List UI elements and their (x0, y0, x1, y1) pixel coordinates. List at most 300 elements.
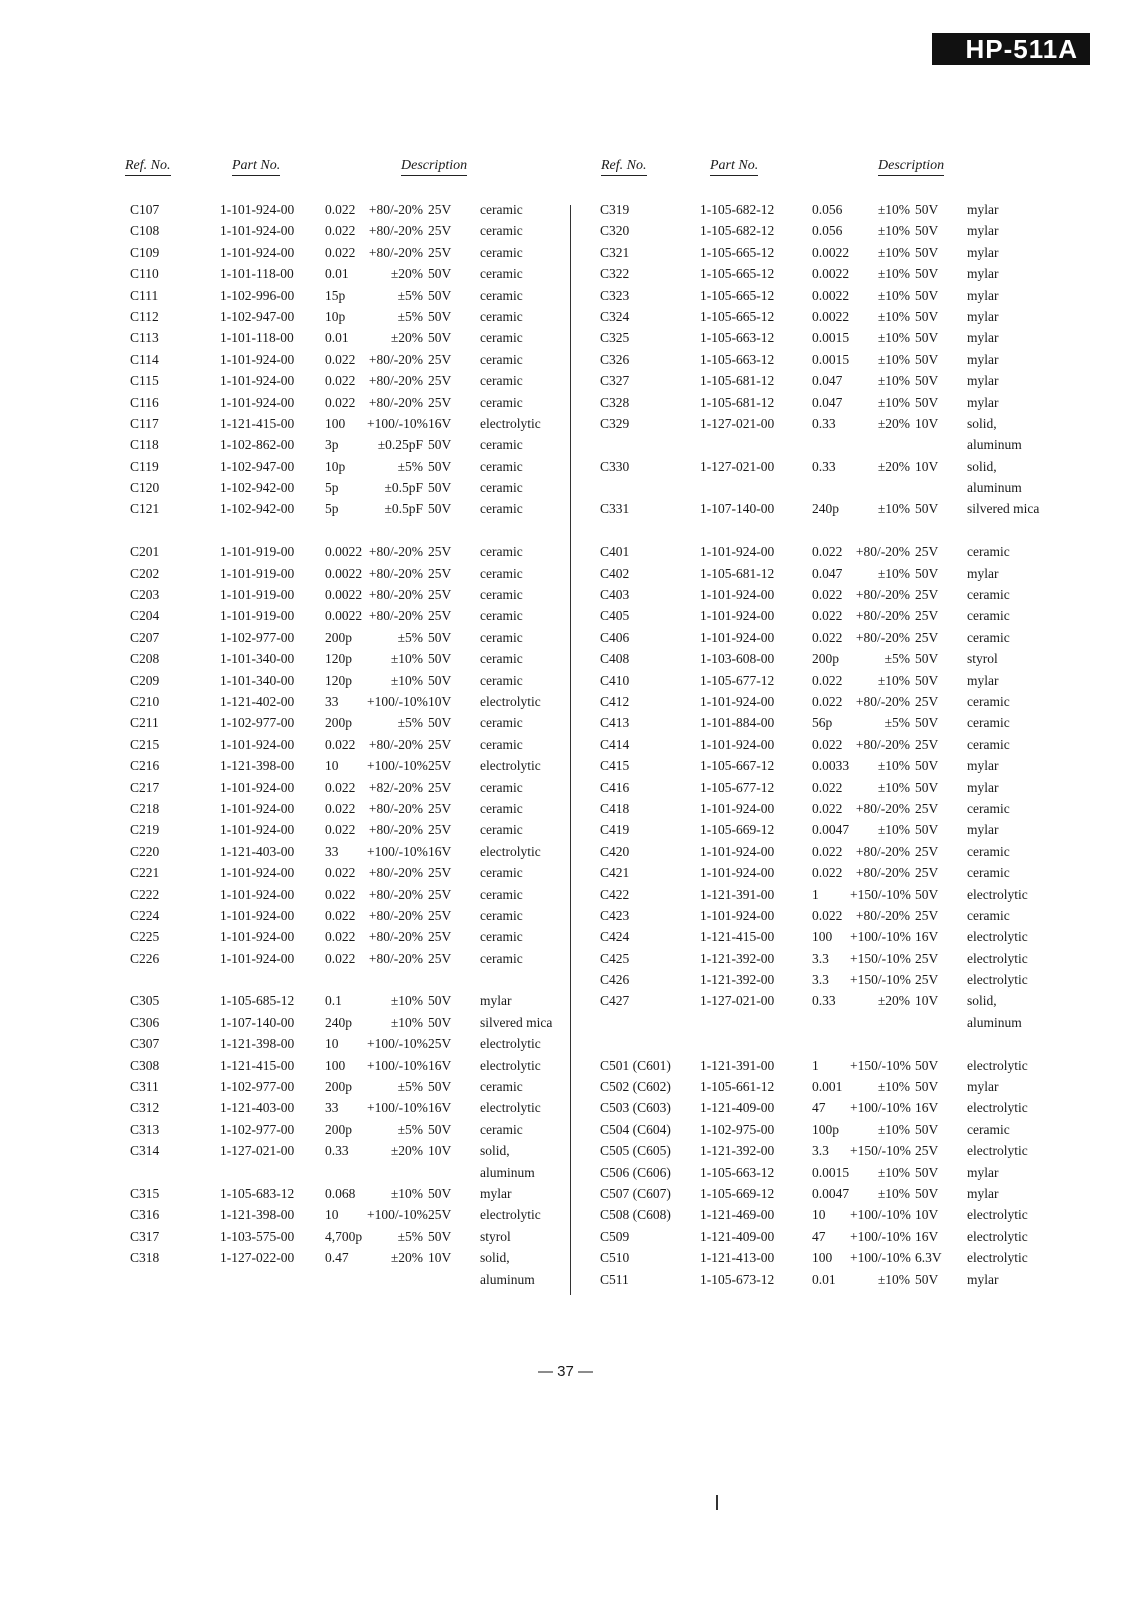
ref-no: C307 (130, 1036, 160, 1052)
capacitance-value: 200p (325, 629, 352, 645)
capacitor-type: electrolytic (480, 693, 541, 709)
ref-no: C210 (130, 693, 160, 709)
ref-no: C112 (130, 308, 159, 324)
part-no: 1-121-398-00 (220, 758, 295, 774)
page-number: — 37 — (537, 1363, 594, 1380)
voltage-rating: 25V (915, 843, 939, 859)
tolerance: +80/-20% (855, 629, 910, 645)
header-description-right: Description (878, 158, 944, 176)
tolerance: +80/-20% (368, 736, 423, 752)
ref-no: C403 (600, 587, 630, 603)
ref-no: C225 (130, 929, 160, 945)
tolerance: ±10% (877, 822, 910, 838)
capacitance-value: 0.022 (325, 822, 356, 838)
voltage-rating: 50V (915, 822, 939, 838)
tolerance: +80/-20% (855, 865, 910, 881)
ref-no: C415 (600, 758, 630, 774)
voltage-rating: 16V (428, 1100, 452, 1116)
capacitance-value: 0.022 (325, 800, 356, 816)
part-no: 1-101-924-00 (700, 907, 775, 923)
voltage-rating: 25V (915, 972, 939, 988)
voltage-rating: 25V (915, 544, 939, 560)
part-no: 1-105-685-12 (220, 993, 295, 1009)
part-no: 1-121-415-00 (700, 929, 775, 945)
ref-no: C110 (130, 266, 159, 282)
part-no: 1-105-663-12 (700, 351, 775, 367)
tolerance: +80/-20% (368, 351, 423, 367)
part-no: 1-101-924-00 (220, 351, 295, 367)
capacitor-type: ceramic (480, 822, 523, 838)
capacitance-value: 0.0022 (812, 266, 850, 282)
capacitor-type: ceramic (480, 287, 523, 303)
ref-no: C306 (130, 1014, 160, 1030)
capacitance-value: 0.056 (812, 223, 843, 239)
part-no: 1-101-924-00 (700, 800, 775, 816)
capacitance-value: 0.0022 (325, 544, 363, 560)
tolerance: +80/-20% (855, 544, 910, 560)
tolerance: +150/-10% (850, 972, 911, 988)
capacitor-type: ceramic (480, 950, 523, 966)
tolerance: ±20% (390, 1143, 423, 1159)
ref-no: C505 (C605) (600, 1143, 671, 1159)
voltage-rating: 25V (915, 907, 939, 923)
tolerance: +100/-10% (850, 1228, 911, 1244)
capacitance-value: 0.0033 (812, 758, 850, 774)
part-no: 1-105-663-12 (700, 330, 775, 346)
capacitance-value: 200p (325, 715, 352, 731)
capacitor-type: mylar (967, 394, 999, 410)
capacitor-type: aluminum (480, 1164, 535, 1180)
part-no: 1-101-924-00 (700, 865, 775, 881)
voltage-rating: 25V (428, 907, 452, 923)
capacitor-type: aluminum (967, 480, 1022, 496)
capacitor-type: mylar (967, 308, 999, 324)
part-no: 1-107-140-00 (700, 501, 775, 517)
part-no: 1-127-021-00 (220, 1143, 295, 1159)
ref-no: C221 (130, 865, 160, 881)
voltage-rating: 50V (915, 1185, 939, 1201)
voltage-rating: 10V (915, 993, 939, 1009)
ref-no: C111 (130, 287, 159, 303)
tolerance: +100/-10% (367, 758, 428, 774)
capacitance-value: 0.022 (325, 202, 356, 217)
capacitance-value: 0.0022 (812, 244, 850, 260)
capacitor-type: electrolytic (967, 886, 1028, 902)
part-no: 1-105-663-12 (700, 1164, 775, 1180)
tolerance: +100/-10% (367, 1207, 428, 1223)
ref-no: C120 (130, 480, 160, 496)
voltage-rating: 25V (428, 202, 452, 217)
part-no: 1-121-415-00 (220, 1057, 295, 1073)
capacitor-type: ceramic (480, 715, 523, 731)
voltage-rating: 50V (915, 758, 939, 774)
ref-no: C118 (130, 437, 159, 453)
ref-no: C324 (600, 308, 630, 324)
ref-no: C327 (600, 373, 630, 389)
tolerance: ±10% (877, 501, 910, 517)
capacitor-type: ceramic (480, 330, 523, 346)
part-no: 1-127-022-00 (220, 1250, 295, 1266)
capacitance-value: 10 (325, 758, 339, 774)
part-no: 1-101-924-00 (700, 544, 775, 560)
capacitance-value: 10 (325, 1036, 339, 1052)
part-no: 1-101-924-00 (700, 629, 775, 645)
ref-no: C511 (600, 1271, 629, 1287)
tolerance: ±10% (877, 223, 910, 239)
capacitance-value: 0.0022 (325, 608, 363, 624)
part-no: 1-101-118-00 (220, 330, 294, 346)
part-no: 1-105-673-12 (700, 1271, 775, 1287)
capacitance-value: 0.022 (812, 672, 843, 688)
part-no: 1-105-682-12 (700, 223, 775, 239)
tolerance: +80/-20% (368, 373, 423, 389)
part-no: 1-101-884-00 (700, 715, 775, 731)
ref-no: C222 (130, 886, 160, 902)
capacitance-value: 3.3 (812, 950, 829, 966)
voltage-rating: 50V (915, 1057, 939, 1073)
tolerance: ±10% (877, 1121, 910, 1137)
capacitor-type: aluminum (967, 437, 1022, 453)
part-no: 1-102-947-00 (220, 308, 295, 324)
capacitor-type: electrolytic (967, 972, 1028, 988)
capacitance-value: 0.0047 (812, 822, 850, 838)
capacitor-type: ceramic (480, 266, 523, 282)
capacitance-value: 0.022 (325, 907, 356, 923)
capacitor-type: electrolytic (967, 1207, 1028, 1223)
part-no: 1-102-942-00 (220, 501, 295, 517)
capacitor-type: electrolytic (967, 1228, 1028, 1244)
part-no: 1-105-665-12 (700, 308, 775, 324)
capacitance-value: 3p (325, 437, 339, 453)
ref-no: C312 (130, 1100, 160, 1116)
part-no: 1-101-919-00 (220, 587, 295, 603)
tolerance: +82/-20% (368, 779, 423, 795)
capacitance-value: 10 (325, 1207, 339, 1223)
capacitor-type: ceramic (480, 501, 523, 517)
voltage-rating: 16V (915, 929, 939, 945)
tolerance: +80/-20% (368, 587, 423, 603)
voltage-rating: 50V (915, 351, 939, 367)
part-no: 1-101-340-00 (220, 672, 295, 688)
part-no: 1-105-667-12 (700, 758, 775, 774)
tolerance: ±20% (390, 1250, 423, 1266)
ref-no: C325 (600, 330, 630, 346)
part-no: 1-105-669-12 (700, 1185, 775, 1201)
tolerance: ±5% (397, 629, 423, 645)
capacitor-type: ceramic (480, 202, 523, 217)
part-no: 1-121-392-00 (700, 950, 775, 966)
capacitance-value: 0.022 (812, 843, 843, 859)
ref-no: C427 (600, 993, 630, 1009)
voltage-rating: 16V (915, 1228, 939, 1244)
capacitance-value: 56p (812, 715, 833, 731)
part-no: 1-101-924-00 (220, 202, 295, 217)
tolerance: ±5% (397, 287, 423, 303)
ref-no: C316 (130, 1207, 160, 1223)
ref-no: C320 (600, 223, 630, 239)
capacitance-value: 33 (325, 693, 339, 709)
capacitance-value: 100 (812, 1250, 833, 1266)
part-no: 1-102-996-00 (220, 287, 295, 303)
capacitance-value: 0.022 (325, 394, 356, 410)
tolerance: ±10% (877, 565, 910, 581)
ref-no: C509 (600, 1228, 630, 1244)
part-no: 1-121-469-00 (700, 1207, 775, 1223)
capacitor-type: mylar (480, 993, 512, 1009)
capacitor-type: electrolytic (967, 950, 1028, 966)
capacitor-type: ceramic (480, 480, 523, 496)
ref-no: C426 (600, 972, 630, 988)
tolerance: +80/-20% (368, 929, 423, 945)
voltage-rating: 25V (915, 950, 939, 966)
part-no: 1-101-924-00 (700, 736, 775, 752)
ref-no: C330 (600, 458, 630, 474)
voltage-rating: 16V (428, 843, 452, 859)
tolerance: ±0.5pF (384, 501, 423, 517)
tolerance: ±5% (397, 1121, 423, 1137)
tolerance: +80/-20% (855, 843, 910, 859)
capacitor-type: ceramic (480, 886, 523, 902)
voltage-rating: 50V (915, 565, 939, 581)
ref-no: C507 (C607) (600, 1185, 671, 1201)
voltage-rating: 25V (915, 693, 939, 709)
part-no: 1-101-924-00 (220, 244, 295, 260)
capacitor-type: electrolytic (967, 1057, 1028, 1073)
capacitance-value: 0.022 (812, 693, 843, 709)
part-no: 1-101-924-00 (220, 373, 295, 389)
ref-no: C220 (130, 843, 160, 859)
part-no: 1-103-608-00 (700, 651, 775, 667)
tolerance: ±10% (877, 287, 910, 303)
tolerance: ±10% (877, 779, 910, 795)
capacitance-value: 100p (812, 1121, 839, 1137)
header-ref-no-left: Ref. No. (125, 158, 171, 176)
capacitance-value: 240p (325, 1014, 352, 1030)
ref-no: C219 (130, 822, 160, 838)
ref-no: C421 (600, 865, 630, 881)
capacitor-type: ceramic (480, 651, 523, 667)
capacitance-value: 0.022 (812, 629, 843, 645)
tolerance: +80/-20% (368, 907, 423, 923)
voltage-rating: 10V (428, 1143, 452, 1159)
part-no: 1-127-021-00 (700, 458, 775, 474)
voltage-rating: 50V (428, 287, 452, 303)
part-no: 1-101-924-00 (700, 587, 775, 603)
capacitor-type: ceramic (480, 544, 523, 560)
capacitor-type: electrolytic (480, 1100, 541, 1116)
part-no: 1-101-919-00 (220, 608, 295, 624)
capacitor-type: electrolytic (480, 415, 541, 431)
capacitance-value: 0.022 (812, 907, 843, 923)
tolerance: ±10% (877, 1185, 910, 1201)
tolerance: +80/-20% (368, 223, 423, 239)
ref-no: C510 (600, 1250, 630, 1266)
ref-no: C208 (130, 651, 160, 667)
part-no: 1-102-862-00 (220, 437, 295, 453)
part-no: 1-101-919-00 (220, 565, 295, 581)
ref-no: C416 (600, 779, 630, 795)
ref-no: C201 (130, 544, 160, 560)
voltage-rating: 50V (915, 1271, 939, 1287)
capacitor-type: ceramic (967, 907, 1010, 923)
voltage-rating: 50V (428, 1121, 452, 1137)
capacitor-type: ceramic (480, 800, 523, 816)
part-no: 1-102-975-00 (700, 1121, 775, 1137)
ref-no: C119 (130, 458, 159, 474)
capacitance-value: 0.056 (812, 202, 843, 217)
capacitance-value: 0.022 (812, 544, 843, 560)
voltage-rating: 50V (915, 394, 939, 410)
part-no: 1-101-919-00 (220, 544, 295, 560)
capacitor-type: ceramic (480, 587, 523, 603)
capacitor-type: mylar (967, 1079, 999, 1095)
capacitor-type: mylar (967, 672, 999, 688)
ref-no: C308 (130, 1057, 160, 1073)
tolerance: +80/-20% (368, 886, 423, 902)
tolerance: +80/-20% (368, 865, 423, 881)
capacitance-value: 4,700p (325, 1228, 363, 1244)
voltage-rating: 50V (915, 1121, 939, 1137)
capacitance-value: 0.0022 (325, 587, 363, 603)
voltage-rating: 25V (428, 244, 452, 260)
voltage-rating: 6.3V (915, 1250, 942, 1266)
capacitance-value: 0.01 (325, 266, 349, 282)
capacitance-value: 0.022 (812, 736, 843, 752)
voltage-rating: 25V (428, 758, 452, 774)
tolerance: ±5% (397, 1079, 423, 1095)
tolerance: ±10% (877, 1079, 910, 1095)
tolerance: +80/-20% (855, 587, 910, 603)
capacitor-type: ceramic (480, 929, 523, 945)
tolerance: +150/-10% (850, 886, 911, 902)
capacitor-type: ceramic (967, 800, 1010, 816)
capacitor-type: solid, (480, 1143, 510, 1159)
ref-no: C401 (600, 544, 630, 560)
voltage-rating: 50V (915, 779, 939, 795)
capacitor-type: ceramic (480, 629, 523, 645)
capacitance-value: 1 (812, 1057, 819, 1073)
voltage-rating: 50V (428, 480, 452, 496)
tolerance: +100/-10% (367, 1057, 428, 1073)
capacitance-value: 5p (325, 480, 339, 496)
part-no: 1-121-403-00 (220, 1100, 295, 1116)
part-no: 1-121-402-00 (220, 693, 295, 709)
ref-no: C318 (130, 1250, 160, 1266)
capacitor-type: ceramic (967, 587, 1010, 603)
capacitor-type: electrolytic (967, 1100, 1028, 1116)
part-no: 1-105-681-12 (700, 565, 775, 581)
capacitor-type: ceramic (967, 865, 1010, 881)
voltage-rating: 50V (428, 1079, 452, 1095)
ref-no: C328 (600, 394, 630, 410)
capacitor-type: ceramic (480, 736, 523, 752)
voltage-rating: 50V (915, 202, 939, 217)
part-no: 1-121-392-00 (700, 1143, 775, 1159)
tolerance: +80/-20% (855, 907, 910, 923)
capacitance-value: 0.01 (325, 330, 349, 346)
part-no: 1-101-924-00 (220, 822, 295, 838)
tolerance: +80/-20% (855, 608, 910, 624)
capacitance-value: 0.022 (325, 223, 356, 239)
capacitor-type: mylar (967, 1271, 999, 1287)
voltage-rating: 50V (915, 308, 939, 324)
capacitor-type: ceramic (480, 907, 523, 923)
ref-no: C418 (600, 800, 630, 816)
ref-no: C408 (600, 651, 630, 667)
capacitor-type: ceramic (480, 223, 523, 239)
ref-no: C326 (600, 351, 630, 367)
capacitance-value: 0.47 (325, 1250, 349, 1266)
capacitor-type: mylar (967, 266, 999, 282)
ref-no: C113 (130, 330, 159, 346)
tolerance: +80/-20% (368, 950, 423, 966)
capacitance-value: 0.0015 (812, 351, 850, 367)
part-no: 1-121-391-00 (700, 886, 775, 902)
ref-no: C329 (600, 415, 630, 431)
capacitor-type: mylar (967, 202, 999, 217)
part-no: 1-102-977-00 (220, 1079, 295, 1095)
part-no: 1-105-681-12 (700, 394, 775, 410)
tolerance: +80/-20% (368, 544, 423, 560)
capacitor-type: ceramic (967, 544, 1010, 560)
capacitance-value: 0.022 (325, 779, 356, 795)
capacitor-type: electrolytic (480, 758, 541, 774)
capacitance-value: 1 (812, 886, 819, 902)
capacitor-type: solid, (967, 415, 997, 431)
tolerance: ±10% (390, 1185, 423, 1201)
header-description-left: Description (401, 158, 467, 176)
capacitor-type: solid, (967, 993, 997, 1009)
voltage-rating: 50V (915, 330, 939, 346)
part-no: 1-105-681-12 (700, 373, 775, 389)
tolerance: +80/-20% (368, 608, 423, 624)
tolerance: +150/-10% (850, 1143, 911, 1159)
capacitance-value: 47 (812, 1228, 826, 1244)
voltage-rating: 25V (428, 886, 452, 902)
tolerance: +80/-20% (368, 244, 423, 260)
part-no: 1-101-924-00 (220, 736, 295, 752)
ref-no: C419 (600, 822, 630, 838)
capacitor-type: ceramic (967, 715, 1010, 731)
ref-no: C116 (130, 394, 159, 410)
part-no: 1-121-398-00 (220, 1207, 295, 1223)
ref-no: C405 (600, 608, 630, 624)
capacitor-type: solid, (967, 458, 997, 474)
part-no: 1-105-665-12 (700, 287, 775, 303)
capacitor-type: mylar (967, 1164, 999, 1180)
capacitance-value: 200p (812, 651, 839, 667)
ref-no: C412 (600, 693, 630, 709)
tolerance: +80/-20% (368, 800, 423, 816)
capacitor-type: mylar (967, 244, 999, 260)
voltage-rating: 50V (428, 437, 452, 453)
tolerance: +100/-10% (367, 415, 428, 431)
capacitor-type: mylar (967, 223, 999, 239)
ref-no: C315 (130, 1185, 160, 1201)
ref-no: C207 (130, 629, 160, 645)
part-no: 1-101-924-00 (220, 929, 295, 945)
voltage-rating: 25V (915, 608, 939, 624)
capacitor-type: ceramic (480, 394, 523, 410)
capacitance-value: 3.3 (812, 972, 829, 988)
voltage-rating: 25V (428, 1207, 452, 1223)
part-no: 1-121-392-00 (700, 972, 775, 988)
part-no: 1-101-924-00 (220, 950, 295, 966)
ref-no: C218 (130, 800, 160, 816)
voltage-rating: 25V (428, 608, 452, 624)
tolerance: ±10% (877, 758, 910, 774)
voltage-rating: 50V (428, 1185, 452, 1201)
